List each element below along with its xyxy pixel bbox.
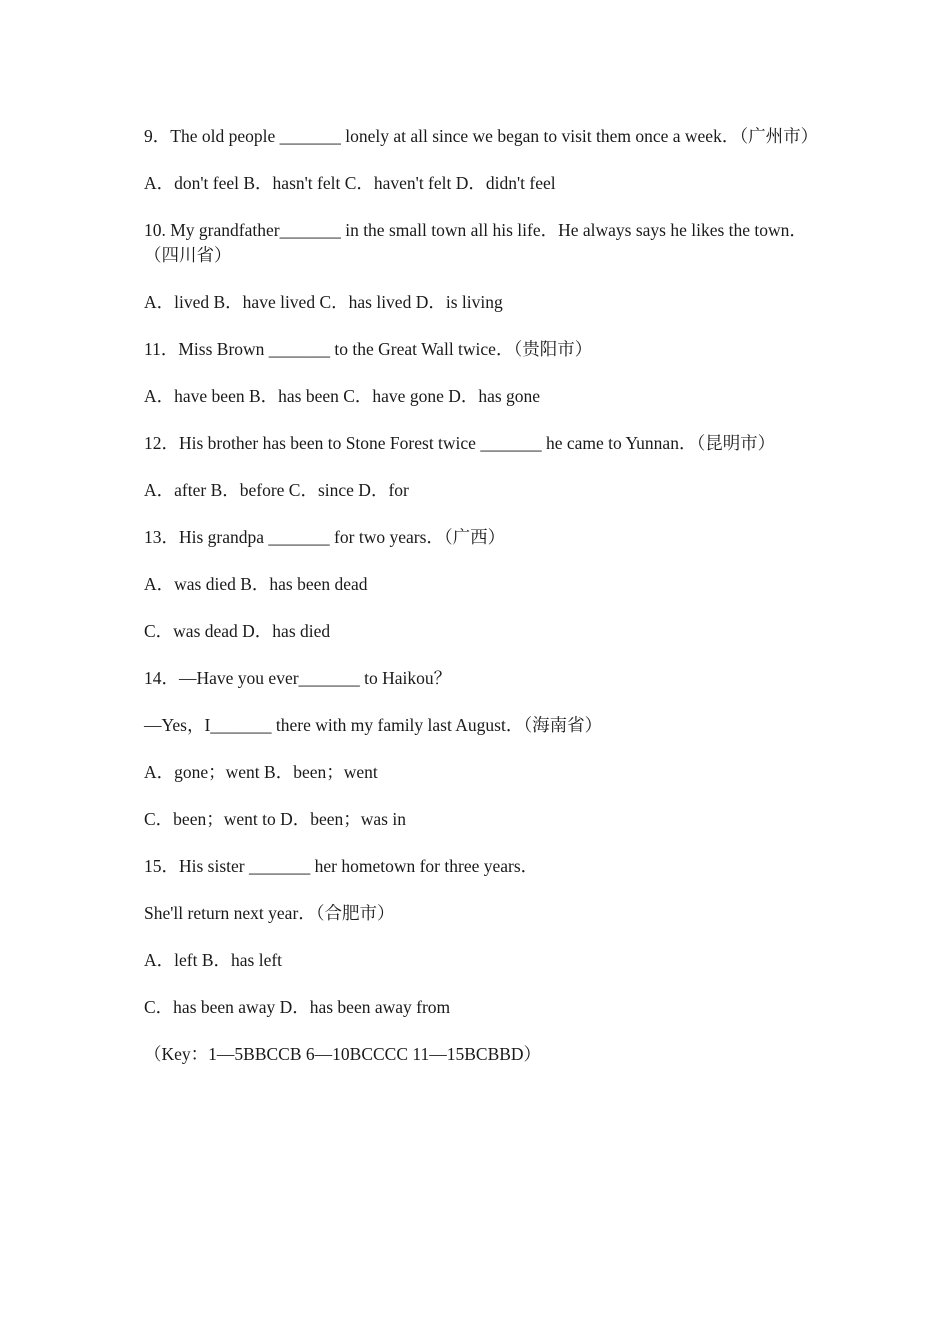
options-9: A．don't feel B．hasn't felt C．haven't felt D．didn't feel bbox=[144, 173, 556, 193]
options-14-cd: C．been；went to D．been；was in bbox=[144, 808, 406, 829]
answer-key: （Key：1—5BBCCB 6—10BCCCC 11—15BCBBD） bbox=[144, 1043, 542, 1064]
options-13-cd: C．was dead D．has died bbox=[144, 620, 331, 641]
options-13-ab: A．was died B．has been dead bbox=[144, 573, 368, 594]
options-11: A．have been B．has been C．have gone D．has gone bbox=[144, 385, 541, 406]
options-14-ab: A．gone；went B．been；went bbox=[144, 761, 378, 782]
options-12: A．after B．before C．since D．for bbox=[144, 479, 409, 500]
question-10: 10. My grandfather_______ in the small town all his life．He always says he likes the town．（四川省） bbox=[144, 220, 807, 265]
question-9: 9．The old people _______ lonely at all since we began to visit them once a week．（广州市） bbox=[144, 126, 819, 146]
question-13: 13．His grandpa _______ for two years．（广西） bbox=[144, 526, 506, 547]
question-12: 12．His brother has been to Stone Forest twice _______ he came to Yunnan．（昆明市） bbox=[144, 432, 776, 453]
question-11: 11．Miss Brown _______ to the Great Wall twice．（贵阳市） bbox=[144, 338, 593, 359]
document-page bbox=[144, 124, 819, 1089]
question-15-line-1: 15．His sister _______ her hometown for three years． bbox=[144, 855, 539, 876]
question-14-line-1: 14．—Have you ever_______ to Haikou？ bbox=[144, 667, 452, 688]
options-10: A．lived B．have lived C．has lived D．is living bbox=[144, 291, 503, 312]
options-15-cd: C．has been away D．has been away from bbox=[144, 996, 451, 1017]
question-14-line-2: —Yes，I_______ there with my family last August．（海南省） bbox=[144, 714, 603, 735]
question-15-line-2: She'll return next year．（合肥市） bbox=[144, 902, 395, 923]
options-15-ab: A．left B．has left bbox=[144, 949, 283, 970]
